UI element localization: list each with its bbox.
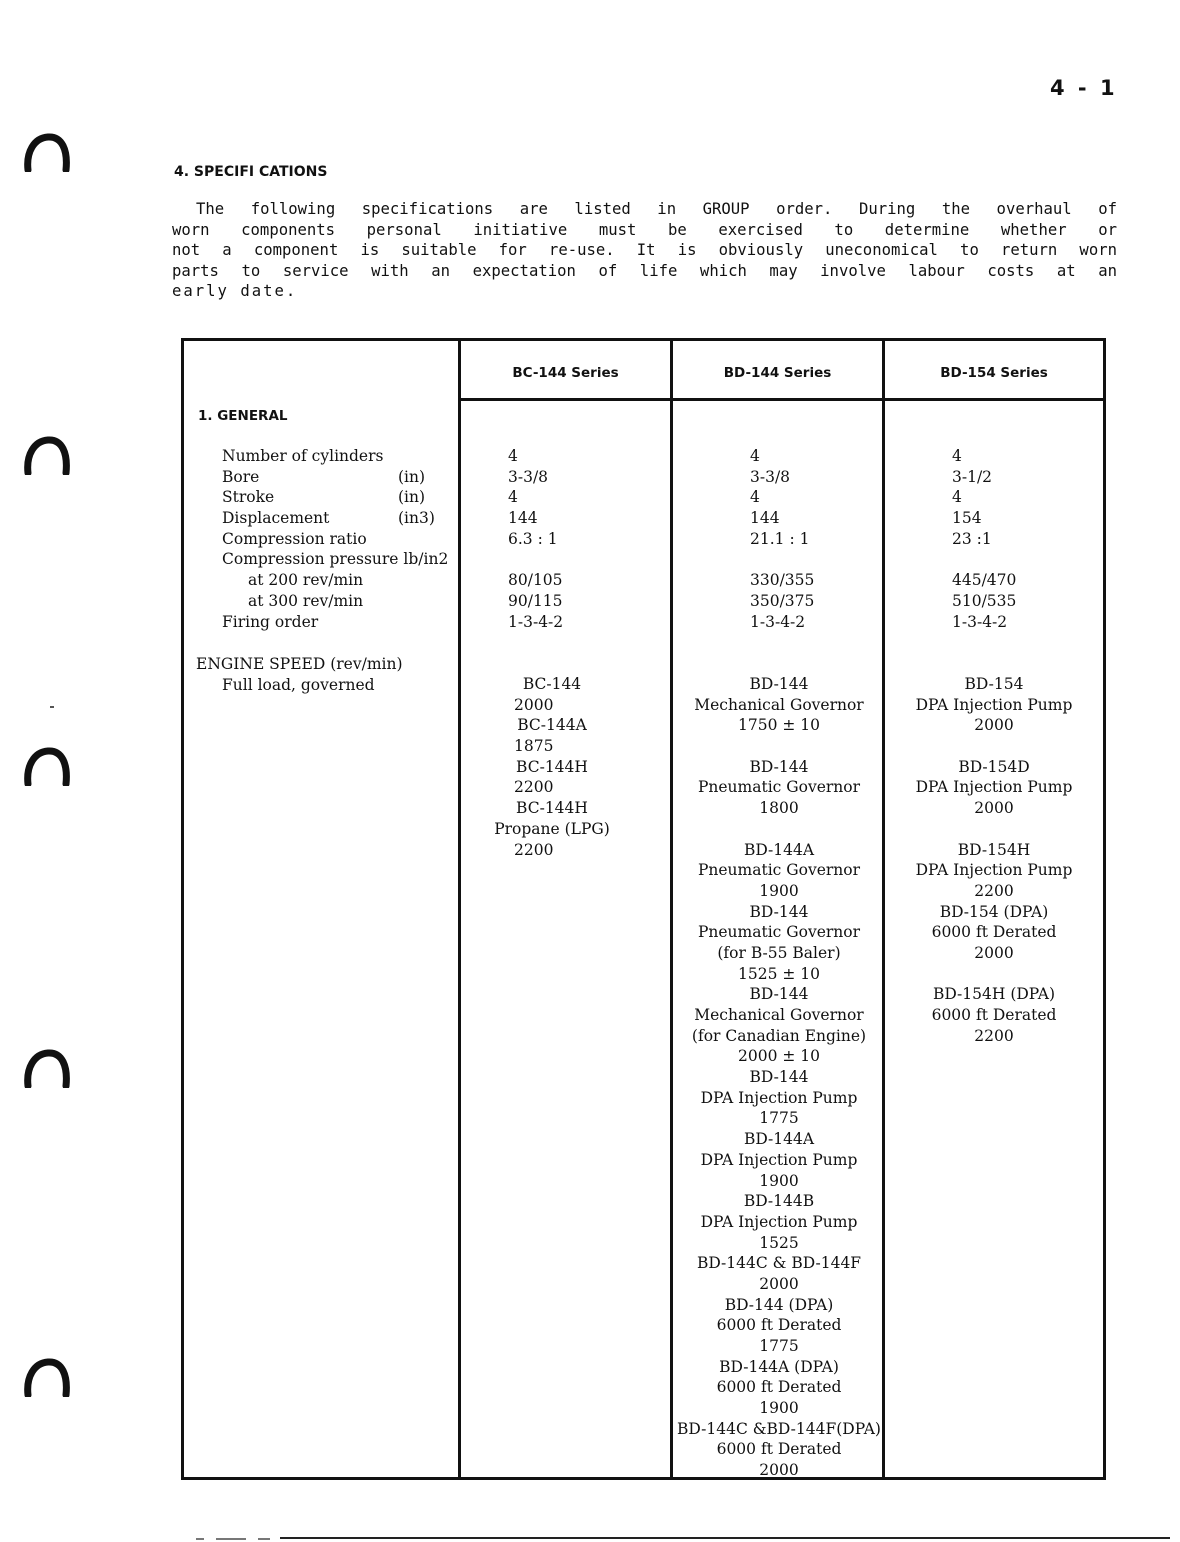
spec-label-row: Compression ratio <box>222 529 367 548</box>
table-cell: BD-144 <box>749 757 809 776</box>
table-cell: 154 <box>952 509 982 528</box>
table-cell: BD-154H (DPA) <box>932 985 1056 1004</box>
header-bc144: BC-144 Series <box>512 365 619 381</box>
table-cell: 2200 <box>514 778 554 797</box>
table-cell: BD-144 <box>749 985 809 1004</box>
table-cell <box>906 964 1082 985</box>
header-bd144: BD-144 Series <box>723 365 832 381</box>
intro-line: parts to service with an expectation of life which may involve labour costs at an <box>172 261 1117 280</box>
table-cell: Mechanical Governor <box>694 695 864 714</box>
table-cell: 2000 <box>974 716 1014 735</box>
intro-line: worn components personal initiative must be exercised to determine whether or <box>172 220 1117 239</box>
table-cell: 6000 ft Derated <box>931 923 1057 942</box>
table-cell: (for Canadian Engine) <box>691 1026 867 1045</box>
table-cell: BC-144A <box>517 716 587 735</box>
table-cell: 1900 <box>759 1171 799 1190</box>
table-cell: 445/470 <box>952 571 1017 590</box>
scan-mark <box>50 706 54 708</box>
table-cell: 2200 <box>514 840 554 859</box>
table-cell: 2000 <box>514 695 554 714</box>
table-cell: Pneumatic Governor <box>697 778 861 797</box>
table-cell: BD-144C &BD-144F(DPA) <box>677 1419 881 1438</box>
table-cell: 1900 <box>759 881 799 900</box>
table-cell: DPA Injection Pump <box>700 1088 858 1107</box>
spec-label-row: at 300 rev/min <box>248 591 364 610</box>
table-cell: 23 :1 <box>952 529 992 548</box>
table-cell: BD-144 <box>749 675 809 693</box>
table-cell: BC-144 <box>522 675 582 693</box>
intro-paragraph <box>172 199 1117 302</box>
engine-speed-labels <box>196 654 403 695</box>
table-cell: 1-3-4-2 <box>952 612 1008 631</box>
table-cell: 1800 <box>759 799 799 818</box>
table-cell <box>906 736 1082 757</box>
spec-label-row: Displacement (in3) <box>222 509 435 528</box>
table-cell: 330/355 <box>750 571 815 590</box>
table-cell: BD-144 (DPA) <box>724 1295 834 1314</box>
bc144-general-values <box>508 446 563 632</box>
table-cell: 3-1/2 <box>952 467 993 486</box>
table-cell: 90/115 <box>508 591 563 610</box>
table-cell: 510/535 <box>952 591 1017 610</box>
table-cell: 1900 <box>759 1399 799 1418</box>
table-cell: BD-154 (DPA) <box>939 902 1049 921</box>
table-cell: Pneumatic Governor <box>697 861 861 880</box>
table-cell: DPA Injection Pump <box>700 1212 858 1231</box>
footer-mark <box>216 1538 246 1540</box>
table-cell: 6000 ft Derated <box>931 1006 1057 1024</box>
table-cell: 6000 ft Derated <box>716 1440 842 1459</box>
table-cell: 1775 <box>759 1337 799 1355</box>
table-cell: 4 <box>952 447 962 465</box>
table-cell: BD-144 <box>749 1068 809 1087</box>
table-cell: 6000 ft Derated <box>716 1316 842 1335</box>
table-cell: Propane (LPG) <box>494 819 610 838</box>
punch-hole-icon <box>22 1357 72 1397</box>
table-cell: 6.3 : 1 <box>508 529 558 548</box>
table-cell: 1875 <box>514 737 554 756</box>
bc144-speed-values <box>472 674 632 860</box>
table-cell: 4 <box>750 488 760 507</box>
table-cell: 2000 <box>974 799 1014 818</box>
table-cell: 21.1 : 1 <box>750 529 810 548</box>
intro-line: The following specifications are listed in GROUP order. During the overhaul of <box>196 200 1117 218</box>
general-title: 1. GENERAL <box>198 408 288 424</box>
table-cell: BD-144A (DPA) <box>719 1357 839 1376</box>
table-cell: DPA Injection Pump <box>915 778 1073 797</box>
table-cell: 2000 <box>759 1461 799 1480</box>
table-cell <box>750 549 814 570</box>
table-cell: 1525 <box>759 1233 799 1252</box>
intro-line: early date. <box>172 282 298 300</box>
table-cell: 1-3-4-2 <box>750 612 806 631</box>
table-cell: 1-3-4-2 <box>508 612 564 631</box>
intro-line: not a component is suitable for re-use. It is obviously uneconomical to return worn <box>172 241 1117 259</box>
table-cell <box>673 819 885 840</box>
footer-mark <box>196 1538 204 1540</box>
bd154-speed-values <box>906 674 1082 1046</box>
table-cell: 144 <box>750 509 780 528</box>
table-cell <box>952 549 1016 570</box>
table-cell: 1525 ± 10 <box>737 964 820 983</box>
table-cell: 4 <box>508 447 518 465</box>
table-cell: 2000 <box>974 943 1014 962</box>
table-cell: Pneumatic Governor <box>697 923 861 942</box>
spec-label-row: Compression pressure lb/in2 <box>222 550 449 569</box>
bd144-speed-values <box>673 674 885 1481</box>
table-cell: BD-154H <box>957 840 1031 859</box>
table-cell: BD-144B <box>743 1192 815 1211</box>
engine-speed-title: ENGINE SPEED (rev/min) <box>196 655 403 673</box>
table-cell: DPA Injection Pump <box>915 861 1073 880</box>
table-cell: DPA Injection Pump <box>915 695 1073 714</box>
bd144-general-values <box>750 446 814 632</box>
section-title: 4. SPECIFI CATIONS <box>174 164 328 180</box>
table-cell: Mechanical Governor <box>694 1006 864 1024</box>
spec-label-row: Stroke (in) <box>222 488 426 507</box>
spec-label-row: Number of cylinders <box>222 447 384 465</box>
table-cell: 2200 <box>974 881 1014 900</box>
spec-label-row: at 200 rev/min <box>248 571 364 590</box>
specifications-table <box>181 338 1106 1480</box>
punch-hole-icon <box>22 132 72 172</box>
punch-hole-icon <box>22 746 72 786</box>
table-cell: BD-144A <box>743 1130 815 1149</box>
table-cell: 1775 <box>759 1109 799 1128</box>
page-number: 4 - 1 <box>1050 76 1118 100</box>
table-cell: 80/105 <box>508 571 563 590</box>
spec-label-row: Bore (in) <box>222 467 426 486</box>
footer-mark <box>258 1538 270 1540</box>
bd154-general-values <box>952 446 1016 632</box>
engine-speed-sub: Full load, governed <box>222 675 375 694</box>
table-cell: 3-3/8 <box>508 467 549 486</box>
header-bd154: BD-154 Series <box>940 365 1048 381</box>
table-cell: (for B-55 Baler) <box>717 943 841 962</box>
footer-rule <box>280 1537 1170 1539</box>
table-cell: BC-144H <box>516 799 588 818</box>
spec-label-row: Firing order <box>222 612 319 631</box>
table-cell: BD-144 <box>749 902 809 921</box>
table-cell: 2000 <box>759 1274 799 1293</box>
table-cell: BD-144A <box>743 840 815 859</box>
header-rule <box>458 398 1103 401</box>
table-cell: 6000 ft Derated <box>716 1378 842 1397</box>
table-cell: 4 <box>952 488 962 507</box>
table-cell: DPA Injection Pump <box>700 1150 858 1169</box>
punch-hole-icon <box>22 435 72 475</box>
table-cell: BC-144H <box>516 757 588 776</box>
punch-hole-icon <box>22 1048 72 1088</box>
table-cell <box>673 736 885 757</box>
table-cell: BD-154 <box>964 675 1024 693</box>
table-cell <box>906 819 1082 840</box>
table-cell: 350/375 <box>750 591 815 610</box>
table-cell: BD-144C & BD-144F <box>696 1254 862 1273</box>
table-cell: 1750 ± 10 <box>737 716 820 735</box>
table-cell: 2000 ± 10 <box>737 1047 820 1066</box>
spec-labels <box>222 446 462 632</box>
table-cell: 3-3/8 <box>750 467 791 486</box>
table-cell: 4 <box>750 447 760 465</box>
table-cell: 144 <box>508 509 538 528</box>
table-cell: BD-154D <box>958 757 1030 776</box>
table-cell: 2200 <box>974 1026 1014 1045</box>
table-cell: 4 <box>508 488 518 507</box>
table-cell <box>508 549 563 570</box>
